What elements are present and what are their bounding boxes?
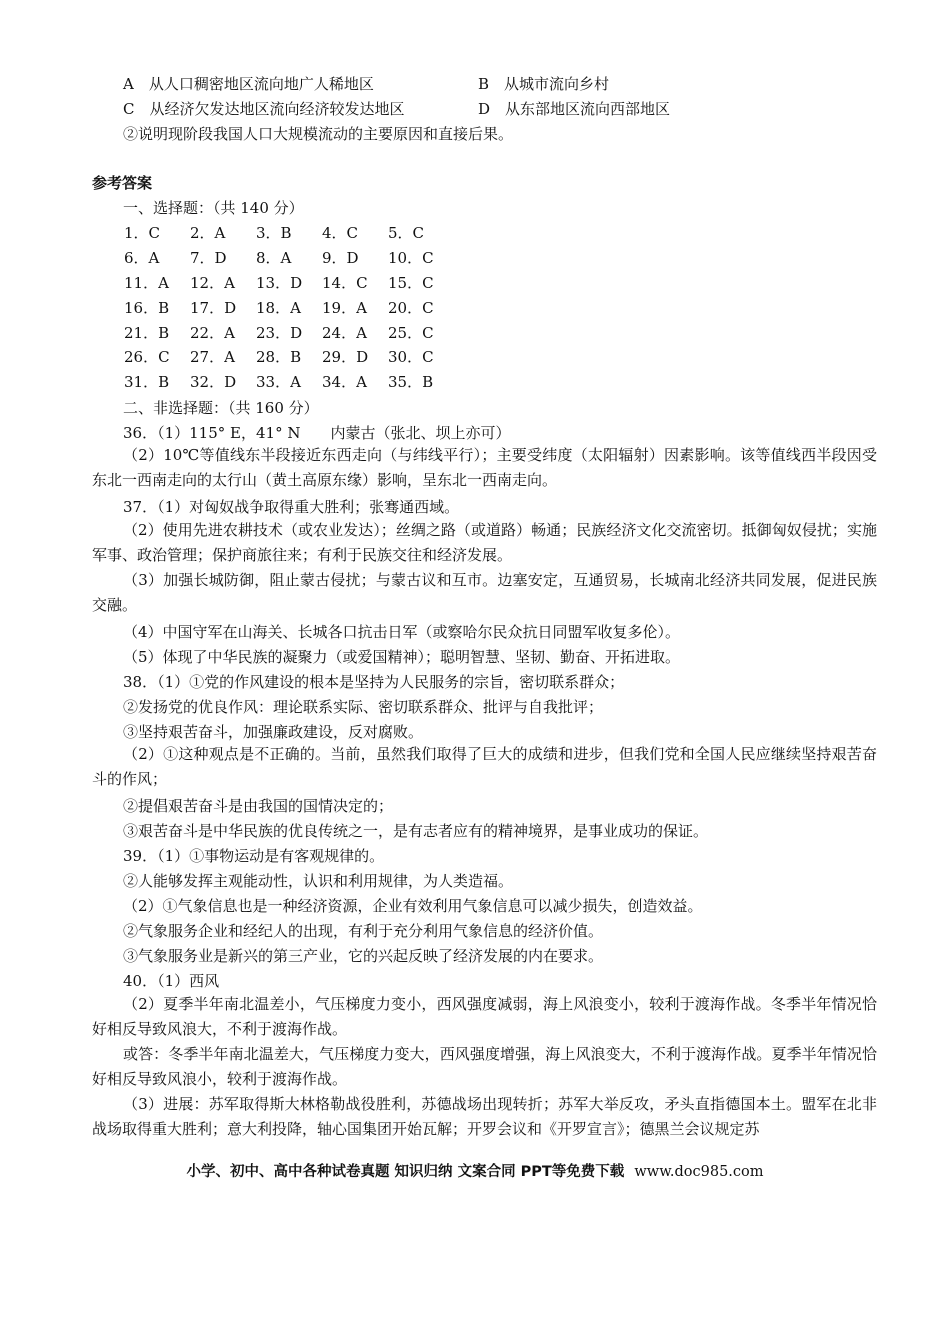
choice-row <box>124 323 454 348</box>
answer-paragraph: ③坚持艰苦奋斗，加强廉政建设，反对腐败。 <box>123 723 424 741</box>
choice-answer: 13．D <box>256 273 303 292</box>
choice-answer: 11．A <box>124 273 169 292</box>
answer-paragraph: 39．（1）①事物运动是有客观规律的。 <box>123 847 385 865</box>
choice-answer: 26．C <box>124 348 170 367</box>
choice-answer: 28．B <box>256 348 302 367</box>
option-b: B 从城市流向乡村 <box>478 75 610 93</box>
answer-paragraph: （2）①这种观点是不正确的。当前，虽然我们取得了巨大的成绩和进步，但我们党和全国人民应继续坚持艰苦奋斗的作风； <box>92 745 877 788</box>
choice-answer: 32．D <box>190 373 237 392</box>
choice-answer: 5．C <box>388 224 425 242</box>
page-footer <box>0 1160 950 1181</box>
options-row-ab <box>123 74 609 94</box>
choice-answer: 2．A <box>190 224 226 242</box>
answer-paragraph: ②发扬党的优良作风：理论联系实际、密切联系群众、批评与自我批评； <box>123 698 604 716</box>
section1-title: 一、选择题：（共 140 分） <box>123 199 304 217</box>
choice-answer: 16．B <box>124 298 170 317</box>
choice-answer: 25．C <box>388 323 434 342</box>
choice-answer: 30．C <box>388 348 434 367</box>
answer-paragraph: （4）中国守军在山海关、长城各口抗击日军（或察哈尔民众抗日同盟军收复多伦）。 <box>123 623 681 641</box>
option-a: A 从人口稠密地区流向地广人稀地区 <box>123 75 374 93</box>
choice-answer: 22．A <box>190 323 235 342</box>
choice-answer: 27．A <box>190 348 235 367</box>
choice-answer: 6．A <box>124 248 160 267</box>
choice-answer: 9．D <box>322 248 359 267</box>
answer-paragraph: （3）进展：苏军取得斯大林格勒战役胜利，苏德战场出现转折；苏军大举反攻，矛头直指德国本土。盟军在北非战场取得重大胜利；意大利投降，轴心国集团开始瓦解；开罗会议和《开罗宣言》；德黑兰会议规定苏 <box>92 1095 877 1138</box>
choice-answer: 1．C <box>124 224 161 242</box>
choice-row <box>124 223 454 248</box>
choice-row <box>124 298 454 323</box>
choice-answer: 19．A <box>322 298 367 317</box>
choice-answer: 29．D <box>322 348 369 367</box>
answer-paragraph: ③气象服务业是新兴的第三产业，它的兴起反映了经济发展的内在要求。 <box>123 947 604 965</box>
choice-answer: 21．B <box>124 323 170 342</box>
choice-row <box>124 347 454 372</box>
answer-paragraph: （3）加强长城防御，阻止蒙古侵扰；与蒙古议和互市。边塞安定，互通贸易，长城南北经济共同发展，促进民族交融。 <box>92 571 877 614</box>
answer-paragraph: （2）夏季半年南北温差小，气压梯度力变小，西风强度减弱，海上风浪变小，较利于渡海作战。冬季半年情况恰好相反导致风浪大，不利于渡海作战。 <box>92 995 877 1038</box>
choice-row <box>124 273 454 298</box>
option-c: C 从经济欠发达地区流向经济较发达地区 <box>123 100 405 118</box>
choice-answer: 14．C <box>322 273 368 292</box>
choice-row <box>124 372 454 397</box>
answer-paragraph: ②人能够发挥主观能动性，认识和利用规律，为人类造福。 <box>123 872 514 890</box>
choice-answer: 7．D <box>190 248 227 267</box>
footer-text: 小学、初中、高中各种试卷真题 知识归纳 文案合同 PPT等免费下载 <box>186 1164 625 1180</box>
choice-answer: 3．B <box>256 224 292 242</box>
option-d: D 从东部地区流向西部地区 <box>478 100 671 118</box>
choice-row <box>124 248 454 273</box>
choice-answer: 31．B <box>124 373 170 392</box>
answer-paragraph: ③艰苦奋斗是中华民族的优良传统之一，是有志者应有的精神境界，是事业成功的保证。 <box>123 822 709 840</box>
answer-paragraph: ②气象服务企业和经纪人的出现，有利于充分利用气象信息的经济价值。 <box>123 922 604 940</box>
subquestion: ②说明现阶段我国人口大规模流动的主要原因和直接后果。 <box>123 125 514 143</box>
choice-answer: 35．B <box>388 373 434 392</box>
choice-answer: 8．A <box>256 248 292 267</box>
choice-answer: 17．D <box>190 298 237 317</box>
answer-paragraph: 40．（1）西风 <box>123 972 220 990</box>
answer-paragraph: 36．（1）115° E，41° N 内蒙古（张北、坝上亦可） <box>123 424 511 442</box>
choice-answer: 24．A <box>322 323 367 342</box>
answer-paragraph: （2）10℃等值线东半段接近东西走向（与纬线平行）；主要受纬度（太阳辐射）因素影响。该等值线西半段因受东北一西南走向的太行山（黄土高原东缘）影响，呈东北一西南走向。 <box>92 446 877 489</box>
choice-answer: 20．C <box>388 298 434 317</box>
choice-answer: 15．C <box>388 273 434 292</box>
choice-answer: 34．A <box>322 373 367 392</box>
answer-paragraph: ②提倡艰苦奋斗是由我国的国情决定的； <box>123 797 394 815</box>
section2-title: 二、非选择题：（共 160 分） <box>123 399 319 417</box>
answer-paragraph: 37．（1）对匈奴战争取得重大胜利；张骞通西域。 <box>123 498 460 516</box>
answer-paragraph: （2）①气象信息也是一种经济资源，企业有效利用气象信息可以减少损失，创造效益。 <box>123 897 703 915</box>
answers-title: 参考答案 <box>92 174 153 192</box>
choice-answer-grid <box>124 223 454 397</box>
choice-answer: 18．A <box>256 298 301 317</box>
answer-paragraph: 38．（1）①党的作风建设的根本是坚持为人民服务的宗旨，密切联系群众； <box>123 673 625 691</box>
answer-paragraph: （2）使用先进农耕技术（或农业发达）；丝绸之路（或道路）畅通；民族经济文化交流密切。抵御匈奴侵扰；实施军事、政治管理；保护商旅往来；有利于民族交往和经济发展。 <box>92 521 877 564</box>
options-row-cd <box>123 99 670 119</box>
choice-answer: 12．A <box>190 273 235 292</box>
choice-answer: 33．A <box>256 373 301 392</box>
choice-answer: 23．D <box>256 323 303 342</box>
answer-paragraph: （5）体现了中华民族的凝聚力（或爱国精神）；聪明智慧、坚韧、勤奋、开拓进取。 <box>123 648 681 666</box>
answer-paragraph: 或答：冬季半年南北温差大，气压梯度力变大，西风强度增强，海上风浪变大，不利于渡海作战。夏季半年情况恰好相反导致风浪小，较利于渡海作战。 <box>92 1045 877 1088</box>
choice-answer: 10．C <box>388 248 434 267</box>
choice-answer: 4．C <box>322 224 359 242</box>
footer-url: www.doc985.com <box>634 1164 764 1180</box>
